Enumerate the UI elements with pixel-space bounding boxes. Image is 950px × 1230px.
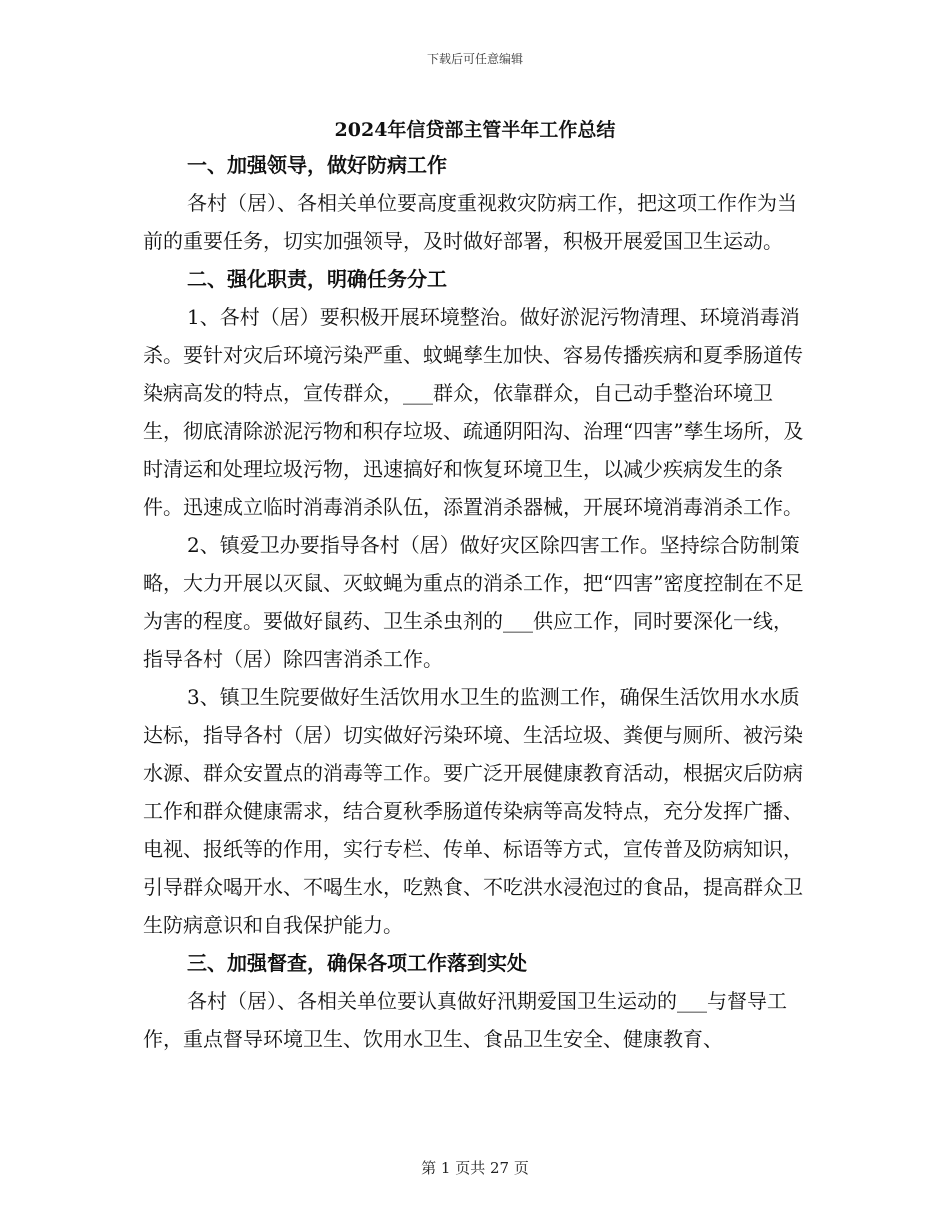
section-heading: 二、强化职责，明确任务分工 (187, 267, 447, 291)
page-number: 第 1 页共 27 页 (421, 1159, 529, 1177)
paragraph: 2、镇爱卫办要指导各村（居）做好灾区除四害工作。坚持综合防制策略，大力开展以灭鼠、灭蚊蝇为重点的消杀工作，把“四害”密度控制在不足为害的程度。要做好鼠药、卫生杀虫剂的___供应工作，同时要深化一线，指导各村（居）除四害消杀工作。 (143, 533, 804, 671)
section-heading: 三、加强督查，确保各项工作落到实处 (187, 951, 527, 975)
section-heading: 一、加强领导，做好防病工作 (187, 153, 447, 177)
paragraph: 各村（居）、各相关单位要高度重视救灾防病工作，把这项工作作为当前的重要任务，切实加强领导，及时做好部署，积极开展爱国卫生运动。 (143, 191, 797, 253)
paragraph: 各村（居）、各相关单位要认真做好汛期爱国卫生运动的___与督导工作，重点督导环境卫生、饮用水卫生、食品卫生安全、健康教育、 (143, 989, 787, 1051)
document-body (143, 146, 807, 1058)
paragraph: 1、各村（居）要积极开展环境整治。做好淤泥污物清理、环境消毒消杀。要针对灾后环境污染严重、蚊蝇孳生加快、容易传播疾病和夏季肠道传染病高发的特点，宣传群众，___群众，依靠群众，自己动手整治环境卫生，彻底清除淤泥污物和积存垃圾、疏通阴阳沟、治理“四害”孳生场所，及时清运和处理垃圾污物，迅速搞好和恢复环境卫生，以减少疾病发生的条件。迅速成立临时消毒消杀队伍，添置消杀器械，开展环境消毒消杀工作。 (143, 305, 804, 519)
section-3 (143, 944, 807, 1058)
paragraph: 3、镇卫生院要做好生活饮用水卫生的监测工作，确保生活饮用水水质达标，指导各村（居）切实做好污染环境、生活垃圾、粪便与厕所、被污染水源、群众安置点的消毒等工作。要广泛开展健康教育活动，根据灾后防病工作和群众健康需求，结合夏秋季肠道传染病等高发特点，充分发挥广播、电视、报纸等的作用，实行专栏、传单、标语等方式，宣传普及防病知识，引导群众喝开水、不喝生水，吃熟食、不吃洪水浸泡过的食品，提高群众卫生防病意识和自我保护能力。 (143, 685, 803, 937)
page-header-note: 下载后可任意编辑 (426, 52, 523, 66)
section-2 (143, 260, 807, 944)
document-title: 2024年信贷部主管半年工作总结 (334, 119, 616, 141)
section-1 (143, 146, 807, 260)
